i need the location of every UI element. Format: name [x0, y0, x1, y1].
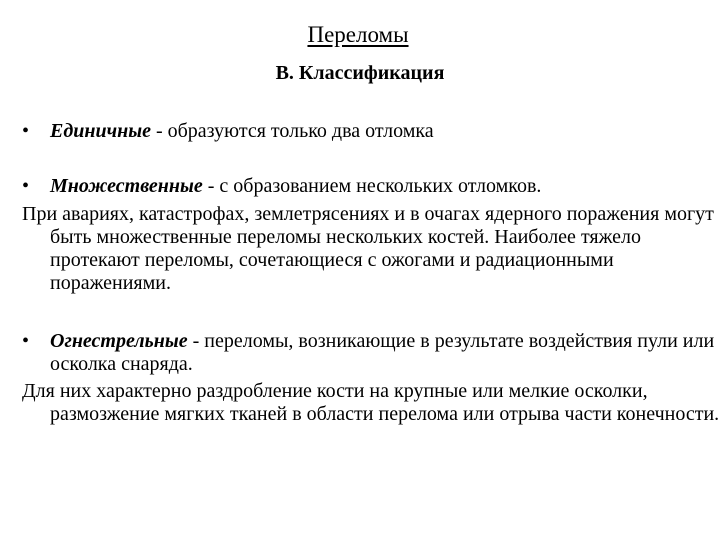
definition-single: - образуются только два отломка [150, 120, 434, 142]
section-subtitle: В. Классификация [275, 62, 445, 84]
term-gunshot: Огнестрельные [50, 330, 188, 352]
term-multiple: Множественные [50, 175, 203, 197]
multiple-fractures-note: При авариях, катастрофах, землетрясениях и в очагах ядерного поражения могут быть множественные переломы нескольких костей. Наиболее тяжело протекают переломы, сочетающиеся с ожогами и радиационными поражениями. [22, 203, 714, 294]
definition-gunshot: - переломы, возникающие в результате воздействия пули или осколка снаряда. [50, 330, 715, 375]
bullet-marker: • [22, 330, 30, 352]
bullet-marker: • [22, 175, 30, 197]
definition-multiple: - с образованием нескольких отломков. [202, 175, 542, 197]
classification-item-gunshot [22, 330, 720, 376]
bullet-marker: • [22, 120, 30, 142]
page-title: Переломы [307, 22, 409, 47]
classification-item-multiple [22, 175, 720, 198]
term-single: Единичные [50, 120, 151, 142]
gunshot-fractures-note: Для них характерно раздробление кости на крупные или мелкие осколки, размозжение мягких тканей в области перелома или отрыва части конечности. [22, 380, 720, 425]
classification-item-single [22, 120, 720, 143]
